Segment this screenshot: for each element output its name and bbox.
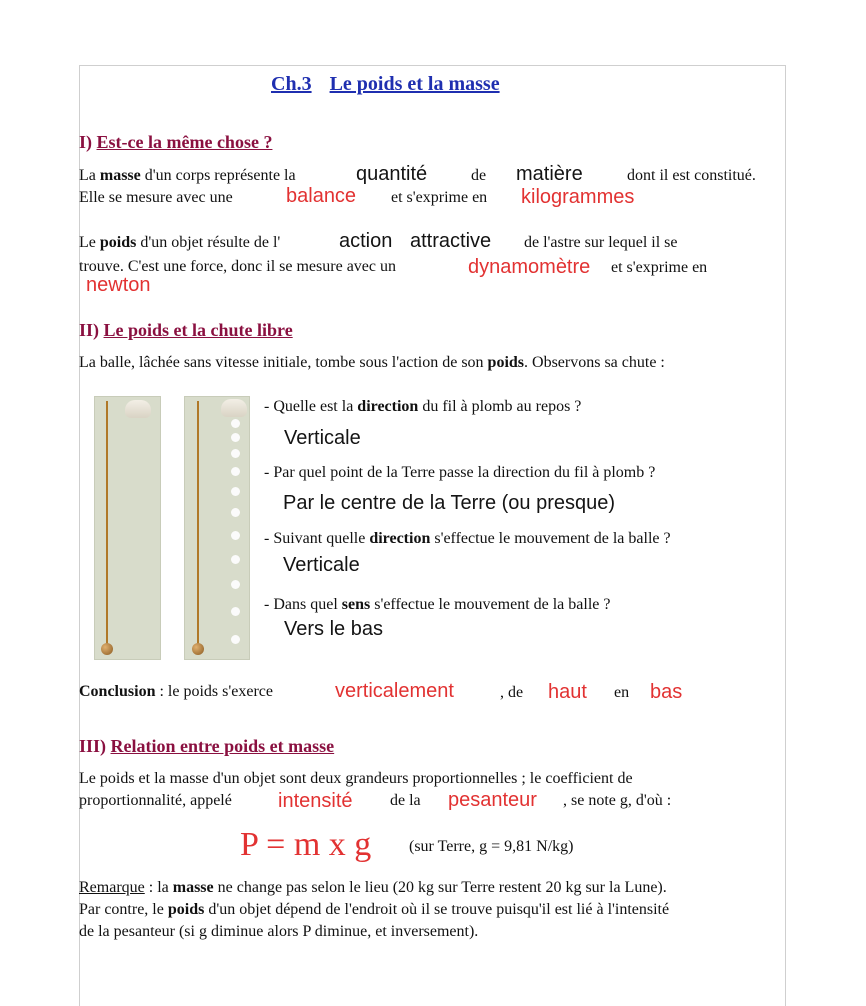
s1-line3-text: Le poids d'un objet résulte de l' — [79, 234, 281, 251]
answer-bas: bas — [650, 681, 683, 703]
plumb-line-string — [106, 401, 108, 645]
answer-attractive: attractive — [410, 230, 492, 252]
s2-intro: La balle, lâchée sans vitesse initiale, tombe sous l'action de son poids. Observons sa chute : — [79, 354, 665, 371]
conclusion-text: Conclusion : le poids s'exerce — [79, 683, 273, 700]
conclusion-en: en — [614, 684, 630, 701]
ball-position — [231, 555, 240, 564]
question-4: - Dans quel sens s'effectue le mouvement de la balle ? — [264, 596, 611, 613]
page-title — [271, 73, 500, 96]
remark-line2: Par contre, le poids d'un objet dépend de l'endroit où il se trouve puisqu'il est lié à l'intensité — [79, 901, 670, 918]
plumb-line-string-2 — [197, 401, 199, 645]
s3-line2: proportionnalité, appelé — [79, 792, 232, 809]
answer-haut: haut — [548, 681, 587, 703]
s3-line2-mid: de la — [390, 792, 421, 809]
hand-icon-2 — [221, 399, 247, 417]
s1-line2-text: Elle se mesure avec une — [79, 189, 233, 206]
ball-position — [231, 487, 240, 496]
answer-pesanteur: pesanteur — [448, 789, 537, 811]
chapter-number: Ch.3 — [271, 73, 312, 95]
s1-line4-end: et s'exprime en — [611, 259, 708, 276]
section-1-heading: I) Est-ce la même chose ? — [79, 132, 273, 152]
answer-dynamometre: dynamomètre — [468, 256, 591, 278]
section-3-heading: III) Relation entre poids et masse — [79, 736, 335, 756]
section-2-title: Le poids et la chute libre — [103, 320, 293, 340]
hand-icon — [125, 400, 151, 418]
s3-line1: Le poids et la masse d'un objet sont deux grandeurs proportionnelles ; le coefficient de — [79, 770, 633, 787]
answer-2: Par le centre de la Terre (ou presque) — [283, 492, 616, 514]
s3-line2-end: , se note g, d'où : — [563, 792, 672, 809]
ball-position — [231, 531, 240, 540]
ball-position — [231, 580, 240, 589]
question-2: - Par quel point de la Terre passe la direction du fil à plomb ? — [264, 464, 656, 481]
s1-line1-end: dont il est constitué. — [627, 167, 756, 184]
answer-4: Vers le bas — [284, 618, 383, 640]
answer-balance: balance — [286, 185, 357, 207]
remark-line3: de la pesanteur (si g diminue alors P diminue, et inversement). — [79, 923, 479, 940]
answer-quantite: quantité — [356, 163, 428, 185]
conclusion-de: , de — [500, 684, 524, 701]
ball-position — [231, 433, 240, 442]
s1-line2-mid: et s'exprime en — [391, 189, 488, 206]
answer-matiere: matière — [516, 163, 583, 185]
section-2-heading: II) Le poids et la chute libre — [79, 320, 293, 340]
question-3: - Suivant quelle direction s'effectue le mouvement de la balle ? — [264, 530, 671, 547]
answer-kilogrammes: kilogrammes — [521, 186, 635, 208]
s1-line4-text: trouve. C'est une force, donc il se mesure avec un — [79, 258, 396, 275]
chapter-title: Le poids et la masse — [329, 73, 500, 95]
answer-action: action — [339, 230, 393, 252]
s1-line3-end: de l'astre sur lequel il se — [524, 234, 678, 251]
answer-newton: newton — [86, 274, 151, 296]
formula-note: (sur Terre, g = 9,81 N/kg) — [409, 838, 574, 855]
ball-position — [231, 419, 240, 428]
remark-line1: Remarque : la masse ne change pas selon le lieu (20 kg sur Terre restent 20 kg sur la Lune). — [79, 879, 667, 896]
ball-position — [231, 607, 240, 616]
plumb-line-photo — [94, 396, 161, 660]
ball-position — [231, 449, 240, 458]
section-1-title: Est-ce la même chose ? — [96, 132, 273, 152]
formula: P = m x g — [240, 826, 372, 863]
answer-intensite: intensité — [278, 790, 353, 812]
falling-ball-photo — [184, 396, 250, 660]
answer-verticalement: verticalement — [335, 680, 454, 702]
question-1: - Quelle est la direction du fil à plomb au repos ? — [264, 398, 582, 415]
answer-1: Verticale — [284, 427, 361, 449]
ball-position — [231, 508, 240, 517]
plumb-bob-2 — [192, 643, 204, 655]
ball-position — [231, 635, 240, 644]
s1-line1-text: La masse d'un corps représente la — [79, 167, 296, 184]
s1-line1-de: de — [471, 167, 487, 184]
answer-3: Verticale — [283, 554, 360, 576]
plumb-bob — [101, 643, 113, 655]
ball-position — [231, 467, 240, 476]
section-3-title: Relation entre poids et masse — [110, 736, 335, 756]
